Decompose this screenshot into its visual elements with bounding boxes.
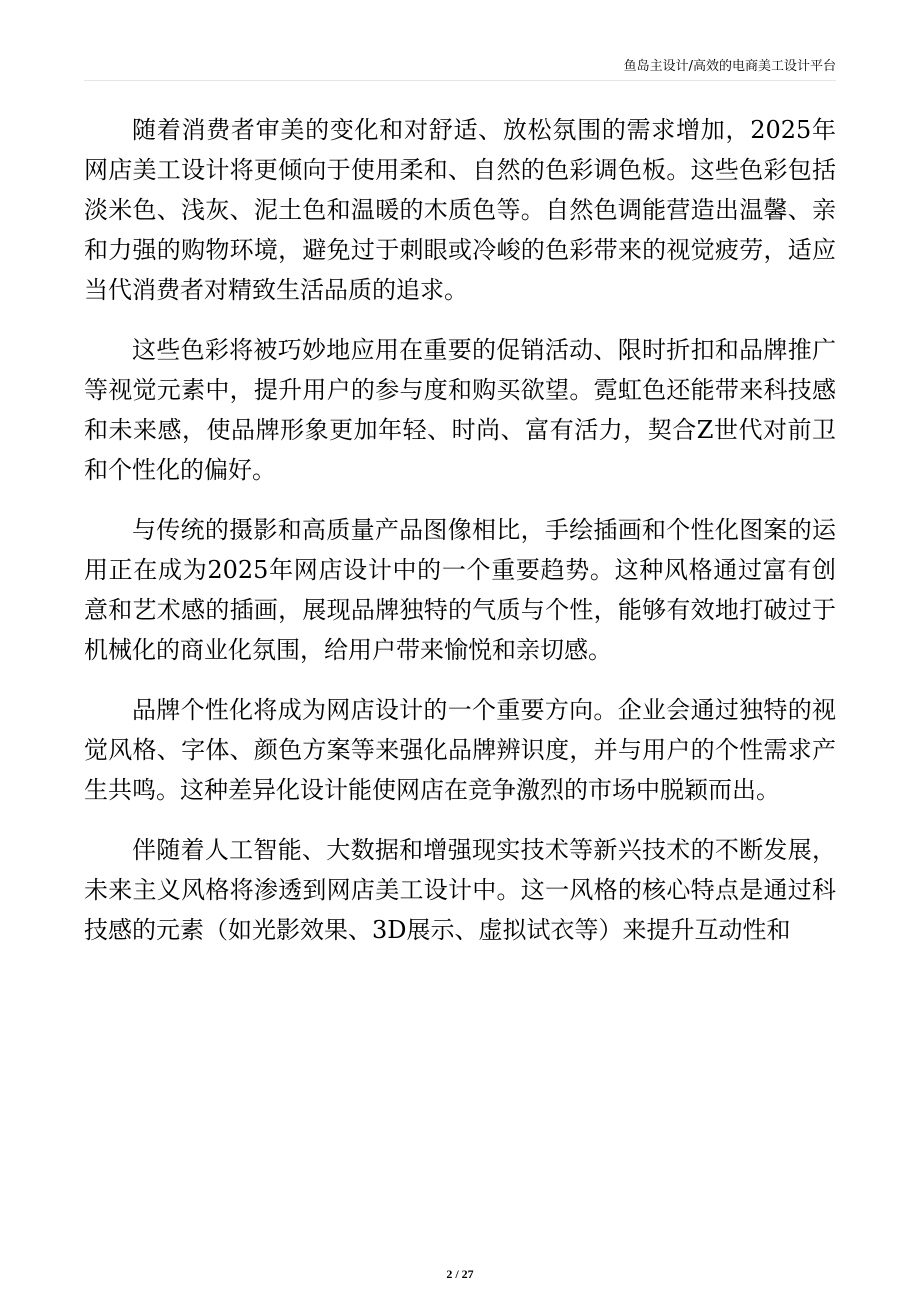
current-page: 2 [446, 1267, 453, 1281]
total-pages: 27 [461, 1267, 474, 1281]
header-site-title: 鱼岛主设计/高效的电商美工设计平台 [623, 59, 836, 74]
paragraph-neon-colors: 这些色彩将被巧妙地应用在重要的促销活动、限时折扣和品牌推广等视觉元素中，提升用户的参与度和购买欲望。霓虹色还能带来科技感和未来感，使品牌形象更加年轻、时尚、富有活力，契合Z世代对前卫和个性化的偏好。 [84, 336, 836, 484]
paragraph-hand-drawn-illustration: 与传统的摄影和高质量产品图像相比，手绘插画和个性化图案的运用正在成为2025年网店设计中的一个重要趋势。这种风格通过富有创意和艺术感的插画，展现品牌独特的气质与个性，能够有效地打破过于机械化的商业化氛围，给用户带来愉悦和亲切感。 [84, 516, 836, 664]
document-body [84, 110, 836, 970]
page-number [0, 1266, 920, 1282]
paragraph-brand-personalization: 品牌个性化将成为网店设计的一个重要方向。企业会通过独特的视觉风格、字体、颜色方案等来强化品牌辨识度，并与用户的个性需求产生共鸣。这种差异化设计能使网店在竞争激烈的市场中脱颖而出。 [84, 696, 836, 804]
header-divider [84, 80, 836, 81]
paragraph-natural-colors: 随着消费者审美的变化和对舒适、放松氛围的需求增加，2025年网店美工设计将更倾向于使用柔和、自然的色彩调色板。这些色彩包括淡米色、浅灰、泥土色和温暖的木质色等。自然色调能营造出温馨、亲和力强的购物环境，避免过于刺眼或冷峻的色彩带来的视觉疲劳，适应当代消费者对精致生活品质的追求。 [84, 116, 836, 304]
paragraph-futurism-style: 伴随着人工智能、大数据和增强现实技术等新兴技术的不断发展，未来主义风格将渗透到网店美工设计中。这一风格的核心特点是通过科技感的元素（如光影效果、3D展示、虚拟试衣等）来提升互动性和 [84, 836, 836, 944]
page-separator: / [452, 1267, 462, 1281]
